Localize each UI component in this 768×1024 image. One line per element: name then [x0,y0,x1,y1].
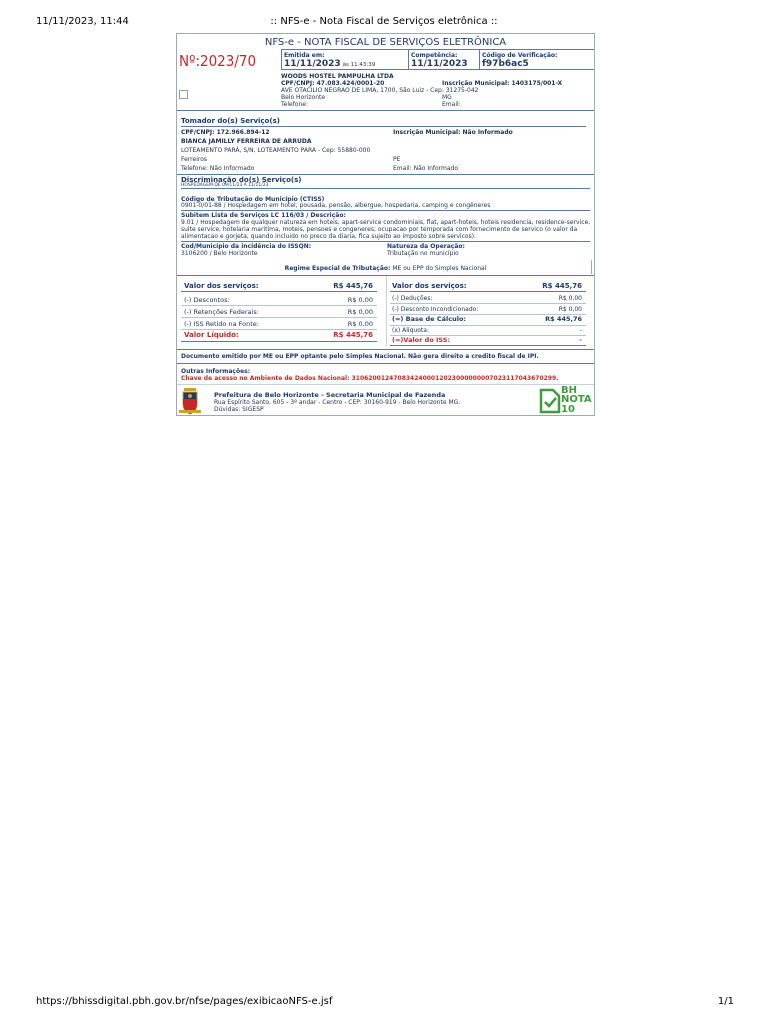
aliquota-label: (x) Alíquota: [392,327,429,334]
iss-retido-label: (-) ISS Retido na Fonte: [184,320,259,328]
emitida-label: Emitida em: [284,52,325,59]
pbh-coat-of-arms-icon [179,387,201,415]
prestador-endereco: AVE OTACILIO NEGRAO DE LIMA, 1700, São Luiz - Cep: 31275-042 [281,87,479,94]
discriminacao-texto: HOSPEDAGEM DE 09/11/23 A 11/11/23. [181,183,270,188]
logo-nota-text: NOTA [561,394,592,405]
descontos-value: R$ 0,00 [347,296,373,304]
chave-acesso: Chave de acesso no Ambiente de Dados Nacional: 31062001247083424000120230000000070231170436702​99. [181,375,559,382]
ctiss-label: Código de Tributação do Município (CTISS) [181,196,325,203]
print-datetime: 11/11/2023, 11:44 [36,16,129,27]
deducoes-value: R$ 0,00 [558,295,582,302]
valor-servicos-label-left: Valor dos serviços: [184,282,259,290]
prestador-email: Email: [442,101,461,108]
prefeitura-nome: Prefeitura de Belo Horizonte - Secretaria Municipal de Fazenda [214,391,446,399]
prestador-uf: MG [442,94,452,101]
natureza-label: Natureza da Operação: [387,243,465,250]
verificacao-label: Código de Verificação: [482,52,558,59]
valor-servicos-right: R$ 445,76 [542,282,582,290]
subitem-value: 9.01 / Hospedagem de qualquer natureza em hoteis, apart-service condominiais, flat, apart-hoteis, hoteis residencia, residence-service, suite service, hotelaria maritima, moteis, pensoes e congeneres; ocupacao por temporada com fornecimento de servico (o valor da alimentacao e gorjeta, quando incluido no preco da diaria, fica sujeito ao imposto sobre servicos). [181,219,591,240]
emitida-data: 11/11/2023 [284,59,341,69]
desconto-incondicionado-label: (-) Desconto Incondicionado: [392,306,479,313]
logo-10-text: 10 [561,404,575,415]
tomador-endereco: LOTEAMENTO PARÁ, S/N, LOTEAMENTO PARA - Cep: 55880-000 [181,147,371,154]
print-url: https://bhissdigital.pbh.gov.br/nfse/pages/exibicaoNFS-e.jsf [36,996,333,1007]
prestador-cnpj: CPF/CNPJ: 47.083.424/0001-20 [281,80,385,87]
aliquota-value: - [579,327,582,334]
prestador-cidade: Belo Horizonte [281,94,326,101]
valor-liquido-label: Valor Líquido: [184,331,239,339]
iss-retido-value: R$ 0,00 [347,320,373,328]
nfse-document [176,33,595,416]
valor-iss-label: (=)Valor do ISS: [392,336,451,344]
print-page-title: :: NFS-e - Nota Fiscal de Serviços eletrônica :: [270,16,498,27]
regime-value: ME ou EPP do Simples Nacional [392,265,487,272]
desconto-incondicionado-value: R$ 0,00 [558,306,582,313]
discriminacao-section-title: Discriminação do(s) Serviço(s) [181,176,302,184]
tomador-uf: PE [393,156,401,163]
prestador-inscricao: Inscrição Municipal: 1403175/001-X [442,80,563,87]
logo-bh-text: BH [561,385,577,396]
valor-servicos-left: R$ 445,76 [333,282,373,290]
tomador-section-title: Tomador do(s) Serviço(s) [181,117,280,125]
prefeitura-duvidas: Dúvidas: SIGESP [214,406,264,413]
competencia-value: 11/11/2023 [411,59,468,69]
tomador-cpf: CPF/CNPJ: 172.966.894-12 [181,129,270,136]
tomador-nome: BIANCA JAMILLY FERREIRA DE ARRUDA [181,138,312,145]
verificacao-value: f97b6ac5 [482,59,529,69]
tomador-telefone: Telefone: Não Informado [181,165,255,172]
print-page-count: 1/1 [717,996,734,1007]
base-calculo-value: R$ 445,76 [545,315,582,323]
descontos-label: (-) Descontos: [184,296,230,304]
retencoes-label: (-) Retenções Federais: [184,308,259,316]
valor-liquido-value: R$ 445,76 [333,331,373,339]
tomador-inscricao: Inscrição Municipal: Não Informado [393,129,513,136]
ctiss-value: 0901-0/01-88 / Hospedagem em hotel, pousada, pensão, albergue, hospedaria, camping e congêneres [181,202,491,209]
prefeitura-endereco: Rua Espírito Santo, 605 - 3º andar - Centro - CEP: 30160-919 - Belo Horizonte MG. [214,399,461,406]
prestador-nome: WOODS HOSTEL PAMPULHA LTDA [281,73,394,80]
natureza-value: Tributação no município [387,250,459,257]
tomador-cidade: Ferreiros [181,156,208,163]
tomador-email: Email: Não Informado [393,165,459,172]
retencoes-value: R$ 0,00 [347,308,373,316]
prestador-logo-image [179,90,188,99]
emitida-hora: às 11:43:39 [342,62,376,68]
nota-numero: Nº:2023/70 [179,52,257,70]
municipio-label: Cod/Município da incidência do ISSQN: [181,243,312,250]
prestador-telefone: Telefone: [281,101,308,108]
document-check-icon [539,388,561,414]
simples-nacional-note: Documento emitido por ME ou EPP optante pelo Simples Nacional. Não gera direito a credito fiscal de IPI. [181,353,539,360]
bh-nota-10-logo [539,386,595,416]
regime-label: Regime Especial de Tributação: [284,265,391,272]
competencia-label: Competência: [411,52,458,59]
nfse-title: NFS-e - NOTA FISCAL DE SERVIÇOS ELETRÔNICA [264,37,507,48]
valor-servicos-label-right: Valor dos serviços: [392,282,467,290]
subitem-label: Subitem Lista de Serviços LC 116/03 / Descrição: [181,212,346,219]
base-calculo-label: (=) Base de Cálculo: [392,315,467,323]
outras-informacoes-label: Outras Informações: [181,368,251,375]
deducoes-label: (-) Deduções: [392,295,433,302]
municipio-value: 3106200 / Belo Horizonte [181,250,258,257]
valor-iss-value: - [579,336,582,344]
